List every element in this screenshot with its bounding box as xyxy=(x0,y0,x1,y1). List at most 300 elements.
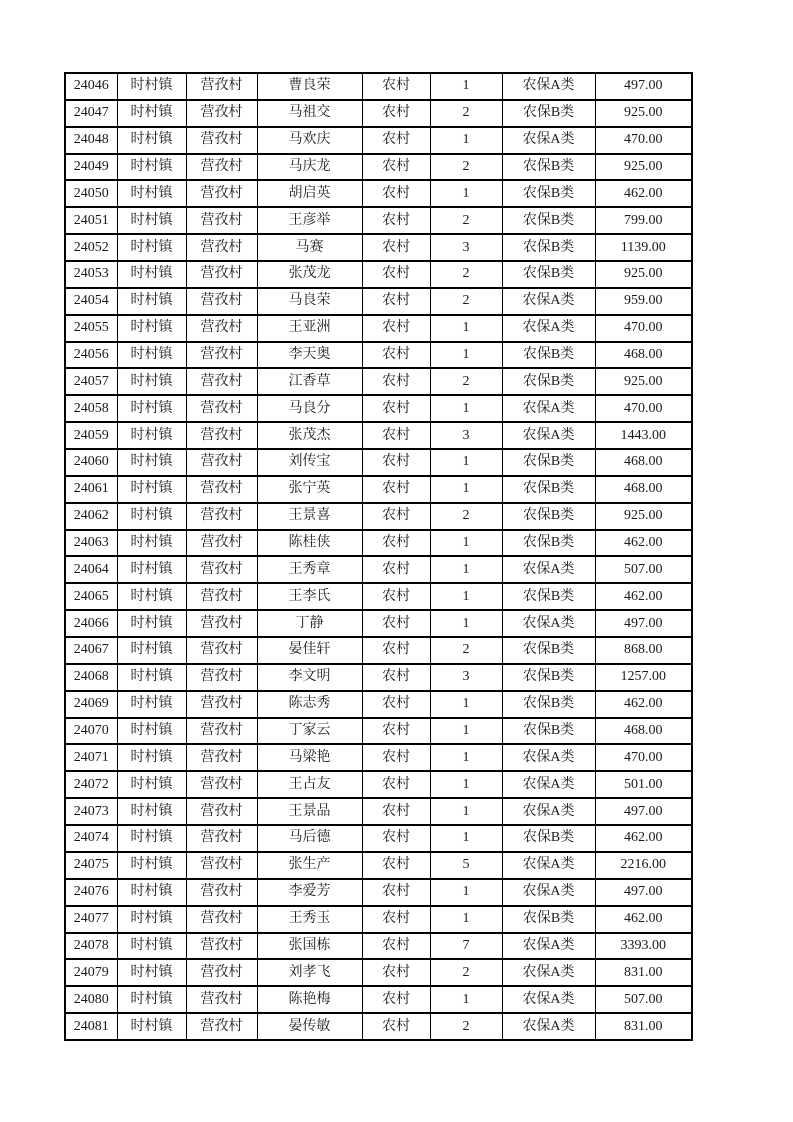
cell-serial-number: 24079 xyxy=(65,959,117,986)
cell-amount: 462.00 xyxy=(595,530,692,557)
table-row xyxy=(65,503,692,530)
cell-person-count: 2 xyxy=(430,1013,502,1040)
cell-person-count: 1 xyxy=(430,718,502,745)
cell-person-count: 1 xyxy=(430,691,502,718)
cell-town: 时村镇 xyxy=(117,771,186,798)
cell-person-name: 王景品 xyxy=(257,798,362,825)
cell-person-name: 马祖交 xyxy=(257,100,362,127)
cell-town: 时村镇 xyxy=(117,933,186,960)
cell-town: 时村镇 xyxy=(117,395,186,422)
table-row xyxy=(65,556,692,583)
table-row xyxy=(65,395,692,422)
cell-person-count: 1 xyxy=(430,744,502,771)
cell-serial-number: 24058 xyxy=(65,395,117,422)
cell-serial-number: 24049 xyxy=(65,154,117,181)
cell-village: 营孜村 xyxy=(186,852,257,879)
cell-village: 营孜村 xyxy=(186,368,257,395)
cell-residence-type: 农村 xyxy=(362,610,430,637)
cell-person-name: 江香草 xyxy=(257,368,362,395)
table-row xyxy=(65,180,692,207)
cell-village: 营孜村 xyxy=(186,234,257,261)
cell-insurance-type: 农保A类 xyxy=(502,879,595,906)
cell-village: 营孜村 xyxy=(186,1013,257,1040)
cell-person-name: 陈艳梅 xyxy=(257,986,362,1013)
cell-amount: 470.00 xyxy=(595,744,692,771)
cell-insurance-type: 农保B类 xyxy=(502,503,595,530)
cell-amount: 468.00 xyxy=(595,718,692,745)
cell-village: 营孜村 xyxy=(186,718,257,745)
cell-person-count: 1 xyxy=(430,906,502,933)
cell-amount: 799.00 xyxy=(595,207,692,234)
cell-serial-number: 24063 xyxy=(65,530,117,557)
cell-town: 时村镇 xyxy=(117,583,186,610)
cell-person-name: 丁家云 xyxy=(257,718,362,745)
cell-town: 时村镇 xyxy=(117,234,186,261)
cell-insurance-type: 农保B类 xyxy=(502,234,595,261)
table-row xyxy=(65,368,692,395)
cell-amount: 925.00 xyxy=(595,154,692,181)
table-row xyxy=(65,852,692,879)
cell-serial-number: 24074 xyxy=(65,825,117,852)
cell-serial-number: 24067 xyxy=(65,637,117,664)
cell-person-name: 张国栋 xyxy=(257,933,362,960)
table-row xyxy=(65,718,692,745)
table-row xyxy=(65,154,692,181)
cell-village: 营孜村 xyxy=(186,288,257,315)
cell-serial-number: 24047 xyxy=(65,100,117,127)
table-row xyxy=(65,449,692,476)
cell-person-count: 1 xyxy=(430,395,502,422)
cell-insurance-type: 农保B类 xyxy=(502,825,595,852)
cell-insurance-type: 农保A类 xyxy=(502,771,595,798)
cell-serial-number: 24048 xyxy=(65,127,117,154)
cell-town: 时村镇 xyxy=(117,154,186,181)
cell-village: 营孜村 xyxy=(186,583,257,610)
cell-village: 营孜村 xyxy=(186,530,257,557)
cell-village: 营孜村 xyxy=(186,959,257,986)
table-row xyxy=(65,798,692,825)
cell-residence-type: 农村 xyxy=(362,744,430,771)
cell-person-name: 王景喜 xyxy=(257,503,362,530)
cell-town: 时村镇 xyxy=(117,180,186,207)
cell-town: 时村镇 xyxy=(117,73,186,100)
cell-town: 时村镇 xyxy=(117,342,186,369)
cell-person-name: 王亚洲 xyxy=(257,315,362,342)
cell-insurance-type: 农保A类 xyxy=(502,959,595,986)
cell-insurance-type: 农保A类 xyxy=(502,610,595,637)
cell-insurance-type: 农保A类 xyxy=(502,422,595,449)
cell-amount: 497.00 xyxy=(595,610,692,637)
cell-residence-type: 农村 xyxy=(362,879,430,906)
cell-serial-number: 24073 xyxy=(65,798,117,825)
cell-person-count: 1 xyxy=(430,476,502,503)
cell-insurance-type: 农保A类 xyxy=(502,127,595,154)
cell-amount: 507.00 xyxy=(595,556,692,583)
cell-insurance-type: 农保A类 xyxy=(502,798,595,825)
cell-person-count: 1 xyxy=(430,342,502,369)
cell-residence-type: 农村 xyxy=(362,261,430,288)
cell-person-name: 陈志秀 xyxy=(257,691,362,718)
cell-amount: 470.00 xyxy=(595,315,692,342)
cell-village: 营孜村 xyxy=(186,879,257,906)
cell-person-count: 1 xyxy=(430,127,502,154)
cell-serial-number: 24066 xyxy=(65,610,117,637)
cell-insurance-type: 农保B类 xyxy=(502,100,595,127)
cell-person-name: 王秀玉 xyxy=(257,906,362,933)
table-row xyxy=(65,691,692,718)
cell-insurance-type: 农保B类 xyxy=(502,207,595,234)
cell-serial-number: 24056 xyxy=(65,342,117,369)
cell-residence-type: 农村 xyxy=(362,637,430,664)
table-row xyxy=(65,986,692,1013)
cell-village: 营孜村 xyxy=(186,422,257,449)
cell-amount: 868.00 xyxy=(595,637,692,664)
cell-serial-number: 24081 xyxy=(65,1013,117,1040)
cell-person-count: 2 xyxy=(430,154,502,181)
cell-village: 营孜村 xyxy=(186,73,257,100)
cell-person-name: 丁静 xyxy=(257,610,362,637)
cell-serial-number: 24059 xyxy=(65,422,117,449)
insurance-payment-table xyxy=(64,72,693,1041)
cell-insurance-type: 农保A类 xyxy=(502,852,595,879)
cell-residence-type: 农村 xyxy=(362,852,430,879)
cell-residence-type: 农村 xyxy=(362,342,430,369)
cell-serial-number: 24051 xyxy=(65,207,117,234)
cell-village: 营孜村 xyxy=(186,825,257,852)
cell-town: 时村镇 xyxy=(117,368,186,395)
cell-village: 营孜村 xyxy=(186,127,257,154)
cell-insurance-type: 农保A类 xyxy=(502,556,595,583)
table-row xyxy=(65,664,692,691)
cell-amount: 925.00 xyxy=(595,368,692,395)
cell-person-name: 马赛 xyxy=(257,234,362,261)
cell-amount: 1139.00 xyxy=(595,234,692,261)
cell-town: 时村镇 xyxy=(117,476,186,503)
cell-person-count: 1 xyxy=(430,610,502,637)
cell-residence-type: 农村 xyxy=(362,207,430,234)
cell-person-count: 2 xyxy=(430,959,502,986)
cell-amount: 507.00 xyxy=(595,986,692,1013)
cell-village: 营孜村 xyxy=(186,395,257,422)
table-row xyxy=(65,100,692,127)
cell-residence-type: 农村 xyxy=(362,583,430,610)
cell-residence-type: 农村 xyxy=(362,1013,430,1040)
table-row xyxy=(65,906,692,933)
cell-residence-type: 农村 xyxy=(362,530,430,557)
cell-person-count: 1 xyxy=(430,73,502,100)
cell-amount: 831.00 xyxy=(595,959,692,986)
cell-residence-type: 农村 xyxy=(362,476,430,503)
cell-village: 营孜村 xyxy=(186,771,257,798)
cell-person-count: 1 xyxy=(430,530,502,557)
cell-amount: 468.00 xyxy=(595,449,692,476)
cell-insurance-type: 农保B类 xyxy=(502,583,595,610)
cell-town: 时村镇 xyxy=(117,610,186,637)
cell-insurance-type: 农保B类 xyxy=(502,261,595,288)
cell-person-count: 1 xyxy=(430,879,502,906)
table-body xyxy=(65,73,692,1040)
cell-amount: 831.00 xyxy=(595,1013,692,1040)
cell-residence-type: 农村 xyxy=(362,798,430,825)
cell-person-count: 2 xyxy=(430,503,502,530)
cell-person-name: 李文明 xyxy=(257,664,362,691)
cell-insurance-type: 农保A类 xyxy=(502,744,595,771)
cell-town: 时村镇 xyxy=(117,718,186,745)
cell-person-name: 李爱芳 xyxy=(257,879,362,906)
cell-person-count: 2 xyxy=(430,100,502,127)
cell-insurance-type: 农保B类 xyxy=(502,154,595,181)
cell-town: 时村镇 xyxy=(117,825,186,852)
cell-serial-number: 24071 xyxy=(65,744,117,771)
cell-town: 时村镇 xyxy=(117,503,186,530)
cell-person-count: 2 xyxy=(430,261,502,288)
table-row xyxy=(65,933,692,960)
cell-town: 时村镇 xyxy=(117,530,186,557)
cell-serial-number: 24050 xyxy=(65,180,117,207)
cell-amount: 497.00 xyxy=(595,879,692,906)
cell-person-count: 1 xyxy=(430,556,502,583)
cell-residence-type: 农村 xyxy=(362,154,430,181)
cell-person-name: 张宁英 xyxy=(257,476,362,503)
cell-person-count: 3 xyxy=(430,664,502,691)
cell-residence-type: 农村 xyxy=(362,503,430,530)
cell-town: 时村镇 xyxy=(117,852,186,879)
cell-amount: 462.00 xyxy=(595,825,692,852)
cell-town: 时村镇 xyxy=(117,261,186,288)
cell-person-count: 2 xyxy=(430,368,502,395)
cell-serial-number: 24068 xyxy=(65,664,117,691)
cell-serial-number: 24053 xyxy=(65,261,117,288)
table-row xyxy=(65,476,692,503)
cell-town: 时村镇 xyxy=(117,986,186,1013)
cell-serial-number: 24054 xyxy=(65,288,117,315)
cell-residence-type: 农村 xyxy=(362,664,430,691)
cell-village: 营孜村 xyxy=(186,933,257,960)
cell-village: 营孜村 xyxy=(186,906,257,933)
cell-amount: 497.00 xyxy=(595,73,692,100)
cell-town: 时村镇 xyxy=(117,207,186,234)
cell-village: 营孜村 xyxy=(186,476,257,503)
cell-residence-type: 农村 xyxy=(362,73,430,100)
cell-residence-type: 农村 xyxy=(362,825,430,852)
cell-village: 营孜村 xyxy=(186,342,257,369)
cell-serial-number: 24075 xyxy=(65,852,117,879)
cell-insurance-type: 农保B类 xyxy=(502,449,595,476)
cell-residence-type: 农村 xyxy=(362,422,430,449)
table-row xyxy=(65,288,692,315)
cell-insurance-type: 农保B类 xyxy=(502,180,595,207)
cell-insurance-type: 农保B类 xyxy=(502,476,595,503)
cell-amount: 470.00 xyxy=(595,127,692,154)
cell-person-name: 马庆龙 xyxy=(257,154,362,181)
cell-amount: 959.00 xyxy=(595,288,692,315)
cell-serial-number: 24061 xyxy=(65,476,117,503)
cell-person-count: 1 xyxy=(430,771,502,798)
cell-person-name: 刘孝飞 xyxy=(257,959,362,986)
cell-insurance-type: 农保A类 xyxy=(502,73,595,100)
cell-person-name: 马后德 xyxy=(257,825,362,852)
cell-amount: 462.00 xyxy=(595,906,692,933)
cell-residence-type: 农村 xyxy=(362,906,430,933)
table-row xyxy=(65,127,692,154)
cell-person-name: 胡启英 xyxy=(257,180,362,207)
cell-amount: 468.00 xyxy=(595,476,692,503)
cell-person-name: 陈桂侠 xyxy=(257,530,362,557)
cell-residence-type: 农村 xyxy=(362,100,430,127)
cell-person-count: 5 xyxy=(430,852,502,879)
cell-insurance-type: 农保A类 xyxy=(502,1013,595,1040)
cell-person-name: 刘传宝 xyxy=(257,449,362,476)
cell-residence-type: 农村 xyxy=(362,315,430,342)
cell-person-name: 王占友 xyxy=(257,771,362,798)
cell-town: 时村镇 xyxy=(117,664,186,691)
cell-insurance-type: 农保B类 xyxy=(502,906,595,933)
cell-insurance-type: 农保B类 xyxy=(502,530,595,557)
cell-person-name: 晏传敏 xyxy=(257,1013,362,1040)
cell-person-name: 张茂杰 xyxy=(257,422,362,449)
table-row xyxy=(65,771,692,798)
cell-serial-number: 24069 xyxy=(65,691,117,718)
cell-town: 时村镇 xyxy=(117,879,186,906)
cell-village: 营孜村 xyxy=(186,180,257,207)
table-row xyxy=(65,315,692,342)
cell-person-count: 1 xyxy=(430,986,502,1013)
cell-village: 营孜村 xyxy=(186,154,257,181)
cell-amount: 925.00 xyxy=(595,261,692,288)
cell-person-count: 7 xyxy=(430,933,502,960)
cell-serial-number: 24077 xyxy=(65,906,117,933)
cell-residence-type: 农村 xyxy=(362,718,430,745)
table-row xyxy=(65,530,692,557)
cell-village: 营孜村 xyxy=(186,744,257,771)
cell-person-name: 张茂龙 xyxy=(257,261,362,288)
cell-person-count: 3 xyxy=(430,234,502,261)
cell-serial-number: 24060 xyxy=(65,449,117,476)
cell-person-count: 1 xyxy=(430,449,502,476)
cell-town: 时村镇 xyxy=(117,691,186,718)
cell-insurance-type: 农保A类 xyxy=(502,986,595,1013)
cell-serial-number: 24062 xyxy=(65,503,117,530)
cell-amount: 462.00 xyxy=(595,583,692,610)
cell-town: 时村镇 xyxy=(117,959,186,986)
table-row xyxy=(65,744,692,771)
cell-town: 时村镇 xyxy=(117,100,186,127)
table-row xyxy=(65,637,692,664)
cell-person-name: 王秀章 xyxy=(257,556,362,583)
cell-serial-number: 24076 xyxy=(65,879,117,906)
cell-town: 时村镇 xyxy=(117,422,186,449)
table-row xyxy=(65,825,692,852)
cell-residence-type: 农村 xyxy=(362,288,430,315)
cell-person-count: 2 xyxy=(430,288,502,315)
cell-town: 时村镇 xyxy=(117,906,186,933)
table-row xyxy=(65,342,692,369)
cell-village: 营孜村 xyxy=(186,449,257,476)
table-row xyxy=(65,422,692,449)
cell-person-count: 2 xyxy=(430,637,502,664)
cell-village: 营孜村 xyxy=(186,315,257,342)
cell-serial-number: 24057 xyxy=(65,368,117,395)
cell-village: 营孜村 xyxy=(186,691,257,718)
cell-residence-type: 农村 xyxy=(362,127,430,154)
cell-village: 营孜村 xyxy=(186,610,257,637)
cell-insurance-type: 农保B类 xyxy=(502,368,595,395)
cell-insurance-type: 农保A类 xyxy=(502,315,595,342)
cell-village: 营孜村 xyxy=(186,100,257,127)
cell-village: 营孜村 xyxy=(186,556,257,583)
cell-amount: 925.00 xyxy=(595,100,692,127)
cell-amount: 497.00 xyxy=(595,798,692,825)
cell-village: 营孜村 xyxy=(186,986,257,1013)
cell-residence-type: 农村 xyxy=(362,556,430,583)
cell-person-count: 1 xyxy=(430,583,502,610)
cell-person-name: 王李氏 xyxy=(257,583,362,610)
cell-residence-type: 农村 xyxy=(362,691,430,718)
cell-amount: 470.00 xyxy=(595,395,692,422)
cell-amount: 501.00 xyxy=(595,771,692,798)
cell-town: 时村镇 xyxy=(117,288,186,315)
cell-residence-type: 农村 xyxy=(362,986,430,1013)
table-row xyxy=(65,234,692,261)
cell-person-count: 1 xyxy=(430,315,502,342)
cell-person-count: 2 xyxy=(430,207,502,234)
cell-insurance-type: 农保A类 xyxy=(502,933,595,960)
cell-residence-type: 农村 xyxy=(362,234,430,261)
cell-serial-number: 24065 xyxy=(65,583,117,610)
cell-village: 营孜村 xyxy=(186,261,257,288)
cell-town: 时村镇 xyxy=(117,1013,186,1040)
cell-amount: 1257.00 xyxy=(595,664,692,691)
cell-insurance-type: 农保B类 xyxy=(502,342,595,369)
table-row xyxy=(65,207,692,234)
cell-serial-number: 24078 xyxy=(65,933,117,960)
cell-village: 营孜村 xyxy=(186,798,257,825)
cell-town: 时村镇 xyxy=(117,744,186,771)
cell-amount: 2216.00 xyxy=(595,852,692,879)
cell-amount: 925.00 xyxy=(595,503,692,530)
cell-serial-number: 24070 xyxy=(65,718,117,745)
cell-residence-type: 农村 xyxy=(362,449,430,476)
cell-person-name: 李天奥 xyxy=(257,342,362,369)
cell-residence-type: 农村 xyxy=(362,395,430,422)
cell-person-count: 1 xyxy=(430,798,502,825)
cell-serial-number: 24052 xyxy=(65,234,117,261)
cell-insurance-type: 农保B类 xyxy=(502,664,595,691)
cell-village: 营孜村 xyxy=(186,503,257,530)
cell-village: 营孜村 xyxy=(186,664,257,691)
cell-serial-number: 24046 xyxy=(65,73,117,100)
cell-village: 营孜村 xyxy=(186,207,257,234)
cell-serial-number: 24055 xyxy=(65,315,117,342)
cell-residence-type: 农村 xyxy=(362,933,430,960)
cell-town: 时村镇 xyxy=(117,449,186,476)
cell-residence-type: 农村 xyxy=(362,368,430,395)
cell-person-name: 马良荣 xyxy=(257,288,362,315)
cell-town: 时村镇 xyxy=(117,637,186,664)
cell-insurance-type: 农保B类 xyxy=(502,718,595,745)
cell-serial-number: 24072 xyxy=(65,771,117,798)
cell-amount: 3393.00 xyxy=(595,933,692,960)
table-row xyxy=(65,261,692,288)
cell-amount: 1443.00 xyxy=(595,422,692,449)
cell-person-name: 曹良荣 xyxy=(257,73,362,100)
table-row xyxy=(65,879,692,906)
cell-town: 时村镇 xyxy=(117,315,186,342)
cell-person-name: 马欢庆 xyxy=(257,127,362,154)
table-row xyxy=(65,610,692,637)
table-row xyxy=(65,73,692,100)
cell-serial-number: 24080 xyxy=(65,986,117,1013)
